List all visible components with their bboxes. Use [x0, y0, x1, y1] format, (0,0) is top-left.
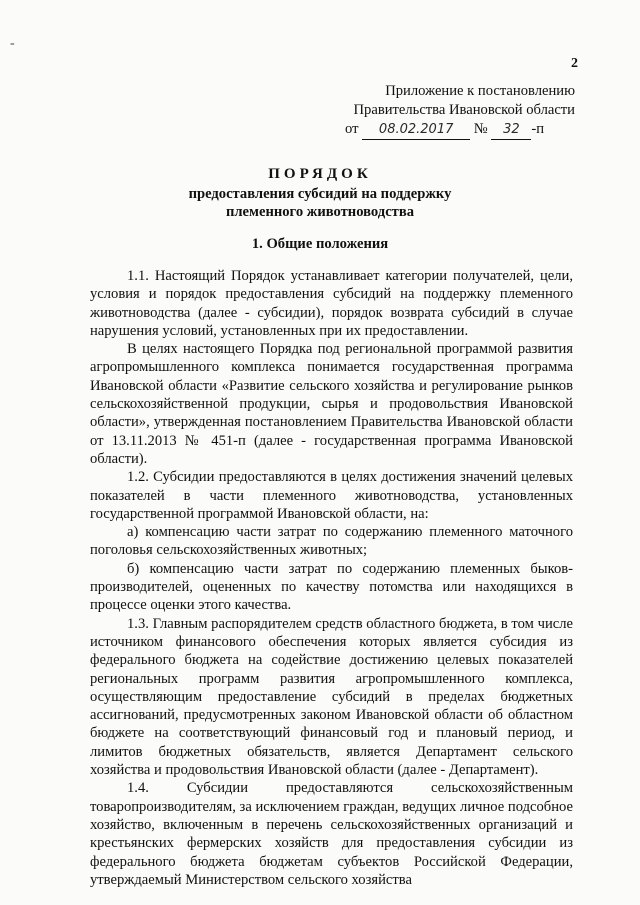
appendix-block: [330, 82, 575, 140]
paragraph: б) компенсацию части затрат по содержанию племенных быков-производителей, оцененных по качеству потомства или находящихся в процессе оценки этого качества.: [90, 560, 573, 614]
appendix-line-1: Приложение к постановлению: [385, 83, 575, 99]
page-number: 2: [571, 56, 578, 71]
paragraph: 1.1. Настоящий Порядок устанавливает категории получателей, цели, условия и порядок предоставления субсидий на поддержку племенного животноводства (далее - субсидии), порядок возврата субсидий в случае нарушения условий, установленных при их предоставлении.: [90, 268, 573, 339]
paragraph: 1.3. Главным распорядителем средств областного бюджета, в том числе источником финансового обеспечения которых является субсидия из федерального бюджета на содействие достижению целевых показателей региональных программ развития агропромышленного комплекса, осуществляющим предоставление субсидий в пределах бюджетных ассигнований, предусмотренных законом Ивановской области об областном бюджете на соответствующий финансовый год и плановый период, и лимитов бюджетных обязательств, является Департамент сельского хозяйства и продовольствия Ивановской области (далее - Департамент).: [90, 615, 573, 779]
number-suffix: -п: [531, 121, 545, 137]
paragraph: 1.4. Субсидии предоставляются сельскохозяйственным товаропроизводителям, за исключением граждан, ведущих личное подсобное хозяйство, включенным в перечень сельскохозяйственных организаций и крестьянских фермерских хозяйств для предоставления субсидии из федерального бюджета бюджетам субъектов Российской Федерации, утверждаемый Министерством сельского хозяйства: [90, 780, 573, 888]
appendix-date-row: [330, 120, 575, 140]
subtitle-line-2: племенного животноводства: [225, 204, 415, 220]
handwritten-number: 32: [491, 120, 531, 140]
document-subtitle: [0, 185, 640, 221]
paragraph: В целях настоящего Порядка под региональной программой развития агропромышленного комплекса понимается государственная программа Ивановской области «Развитие сельского хозяйства и регулирование рынков сельскохозяйственной продукции, сырья и продовольствия Ивановской области», утвержденная постановлением Правительства Ивановской области от 13.11.2013 № 451-п (далее - государственная программа Ивановской области).: [90, 341, 573, 467]
section-heading: 1. Общие положения: [251, 236, 389, 252]
from-label: от: [345, 121, 359, 137]
paragraph: а) компенсацию части затрат по содержанию племенного маточного поголовья сельскохозяйственных животных;: [90, 524, 573, 559]
document-title: ПОРЯДОК: [268, 166, 372, 182]
appendix-line-2: Правительства Ивановской области: [353, 102, 575, 118]
document-body: [90, 267, 573, 889]
margin-mark: -: [10, 36, 15, 51]
handwritten-date: 08.02.2017: [362, 120, 470, 140]
subtitle-line-1: предоставления субсидий на поддержку: [188, 186, 452, 202]
number-label: №: [473, 121, 488, 137]
paragraph: 1.2. Субсидии предоставляются в целях достижения значений целевых показателей в части племенного животноводства, установленных государственной программой Ивановской области, на:: [90, 469, 573, 522]
